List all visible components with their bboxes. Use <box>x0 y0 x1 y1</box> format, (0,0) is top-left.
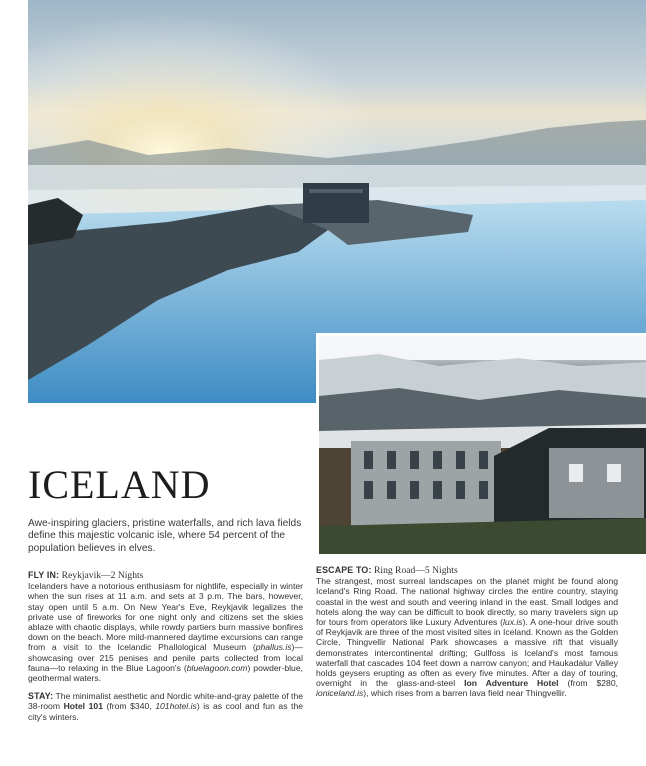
hotel-101-name: Hotel 101 <box>63 701 103 712</box>
escape-text-2: ). A one-hour drive south of Reykjavik are three of the most visited sites in Iceland. Known as the Golden Circle, Thingvellir National Park showcases a massive rift that visually demonstrates intercontinental drifting; Gullfoss is Iceland's most famous waterfall that cascades 104 feet down a narrow canyon; and Haukadalur Valley holds geysers erupting as often as every five minutes. After a day of touring, overnight in the glass-and-steel <box>316 617 618 689</box>
escape-section <box>316 565 618 699</box>
right-column <box>316 565 618 707</box>
stay-text-3: ) is as cool and fun as the city's winters. <box>28 701 304 722</box>
escape-text: The strangest, most surreal landscapes on the planet might be found along Iceland's Ring Road. The national highway circles the entire country, staying coastal in the west and south and veering inland in the east. Small lodges and hotels along the way can be difficult to book directly, so many travelers sign up for tours from operators like Luxury Adventures ( <box>316 576 618 628</box>
bluelagoon-link: bluelagoon.com <box>186 662 248 673</box>
escape-text-3: (from $280, <box>558 678 618 689</box>
lux-link: lux.is <box>503 617 523 628</box>
stay-section <box>28 691 303 722</box>
101hotel-link: 101hotel.is <box>155 701 197 712</box>
fly-in-label: FLY IN: <box>28 570 60 580</box>
escape-text-4: ), which rises from a barren lava field near Thingvellir. <box>363 688 567 699</box>
stay-text: The minimalist aesthetic and Nordic white-and-gray palette of the 38-room <box>28 691 304 712</box>
ion-hotel-name: Ion Adventure Hotel <box>464 678 559 689</box>
escape-label: ESCAPE TO: <box>316 565 372 575</box>
fly-in-section <box>28 570 303 683</box>
fly-in-text-3: ) powder-blue, geothermal waters. <box>28 662 303 684</box>
fly-in-text: Icelanders have a notorious enthusiasm for nightlife, especially in winter when the sun rises at 11 a.m. and sets at 3 p.m. The bars, however, stay open until 5 a.m. On New Year's Eve, Reykjavik legalizes the private use of fireworks for one night only and citizens set the skies ablaze with chaotic displays, while rowdy partiers burn massive bonfires down on the beach. More mild-mannered daytime excursions can range from a visit to the Icelandic Phallological Museum ( <box>28 581 303 653</box>
fly-in-text-2: )—showcasing over 215 penises and penile parts collected from local fauna—to relaxing in the Blue Lagoon's ( <box>28 642 303 673</box>
stay-label: STAY: <box>28 691 54 702</box>
page-title: ICELAND <box>28 462 211 507</box>
left-column <box>28 570 303 730</box>
ioniceland-link: ioniceland.is <box>316 688 364 699</box>
phallus-link: phallus.is <box>255 642 292 653</box>
escape-subtitle: Ring Road—5 Nights <box>374 565 458 576</box>
stay-text-2: (from $340, <box>102 701 156 712</box>
fly-in-subtitle: Reykjavik—2 Nights <box>61 570 144 581</box>
intro-text: Awe-inspiring glaciers, pristine waterfalls, and rich lava fields define this majestic volcanic isle, where 54 percent of the population believes in elves. <box>28 518 302 554</box>
hotel-photo <box>316 333 646 554</box>
